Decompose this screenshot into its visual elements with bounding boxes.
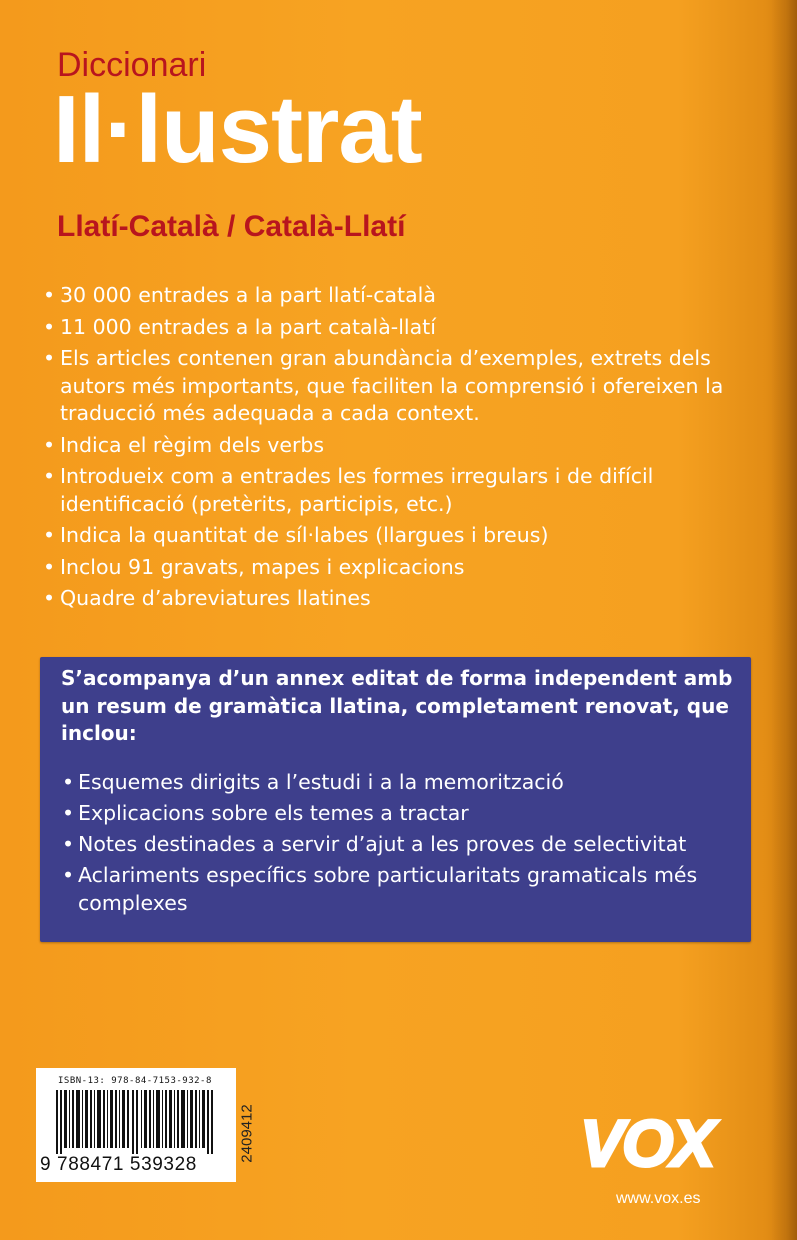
annex-list — [62, 768, 742, 920]
feature-text: Introdueix com a entrades les formes irregulars i de difícil identificació (pretèrits, participis, etc.) — [60, 464, 654, 516]
subtitle-languages: Llatí-Català / Català-Llatí — [57, 210, 406, 243]
bullet-icon: • — [43, 523, 56, 547]
bullet-icon: • — [43, 314, 56, 339]
annex-item-text: Notes destinades a servir d’ajut a les proves de selectivitat — [78, 832, 687, 856]
title-illustrat: Il·lustrat — [53, 76, 422, 183]
barcode-icon — [42, 1090, 230, 1154]
annex-intro: S’acompanya d’un annex editat de forma independent amb un resum de gramàtica llatina, completament renovat, que inclou: — [61, 666, 733, 745]
bullet-icon: • — [43, 283, 56, 307]
feature-item — [43, 282, 763, 310]
feature-text: Indica la quantitat de síl·labes (llargues i breus) — [60, 523, 549, 547]
spine-edge — [771, 0, 797, 1240]
feature-text: Els articles contenen gran abundància d’exemples, extrets dels autors més importants, que faciliten la comprensió i ofereixen la traducció més adequada a cada context. — [60, 346, 724, 425]
bullet-icon: • — [43, 432, 56, 457]
annex-box — [40, 657, 751, 942]
feature-item — [43, 314, 763, 342]
feature-item — [43, 463, 763, 518]
annex-item — [62, 830, 742, 858]
feature-item — [43, 585, 763, 613]
feature-text: 11 000 entrades a la part català-llatí — [60, 314, 436, 339]
feature-item — [43, 432, 763, 460]
ean-digits: 9 788471 539328 — [40, 1154, 197, 1175]
annex-item-text: Esquemes dirigits a l’estudi i a la memorització — [78, 770, 564, 794]
feature-item — [43, 522, 763, 550]
barcode-label — [36, 1068, 236, 1182]
bullet-icon: • — [43, 464, 56, 488]
bullet-icon: • — [43, 586, 56, 610]
bullet-icon: • — [62, 832, 75, 856]
vox-logo: VOX — [580, 1106, 714, 1180]
publisher-url: www.vox.es — [616, 1190, 701, 1207]
feature-text: Indica el règim dels verbs — [60, 432, 325, 457]
feature-text: Quadre d’abreviatures llatines — [60, 586, 371, 610]
feature-item — [43, 345, 763, 428]
bullet-icon: • — [62, 770, 75, 794]
isbn-text: ISBN-13: 978-84-7153-932-8 — [58, 1076, 212, 1086]
feature-text: Inclou 91 gravats, mapes i explicacions — [60, 554, 465, 579]
feature-item — [43, 554, 763, 582]
bullet-icon: • — [43, 554, 56, 579]
title-diccionari: Diccionari — [57, 46, 207, 84]
annex-item-text: Explicacions sobre els temes a tractar — [78, 801, 469, 825]
bullet-icon: • — [62, 863, 75, 887]
feature-text: 30 000 entrades a la part llatí-català — [60, 283, 436, 307]
annex-item — [62, 799, 742, 827]
side-code: 2409412 — [238, 1104, 256, 1163]
annex-item — [62, 768, 742, 796]
annex-item-text: Aclariments específics sobre particularitats gramaticals més complexes — [78, 863, 698, 915]
features-list — [43, 282, 763, 617]
bullet-icon: • — [62, 801, 75, 825]
bullet-icon: • — [43, 346, 56, 370]
annex-item — [62, 861, 742, 917]
